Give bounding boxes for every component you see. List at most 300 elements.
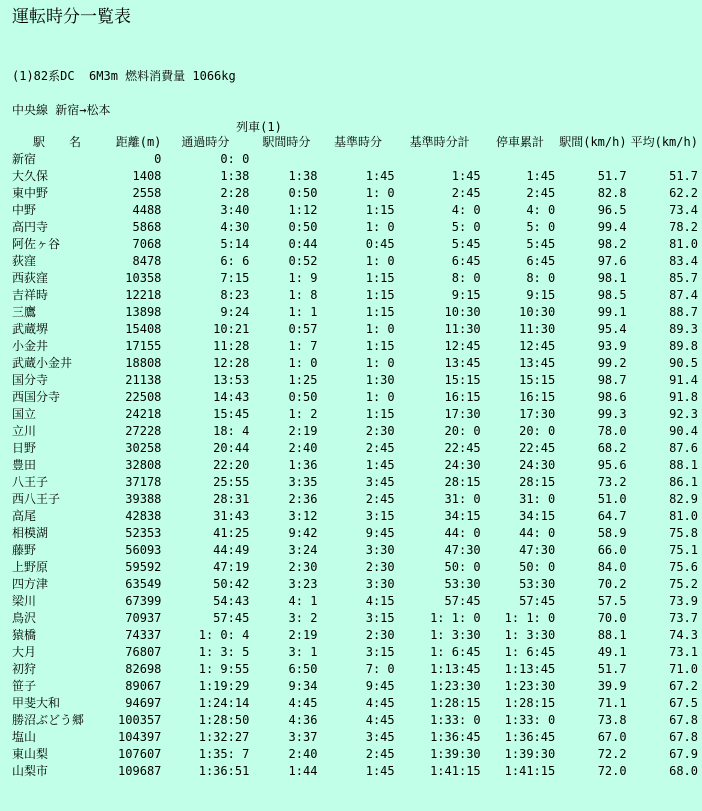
standard-total-cell: 24:30 bbox=[444, 458, 481, 472]
speed-average-cell: 87.4 bbox=[669, 288, 698, 302]
speed-average-cell: 90.4 bbox=[669, 424, 698, 438]
table-row bbox=[8, 440, 702, 457]
pass-time-cell: 41:25 bbox=[213, 526, 250, 540]
interval-time-cell: 9:42 bbox=[288, 526, 318, 540]
standard-total-cell: 5:45 bbox=[451, 237, 481, 251]
interval-time-cell: 1: 1 bbox=[288, 305, 318, 319]
speed-interval-cell: 99.2 bbox=[597, 356, 627, 370]
speed-average-cell: 73.9 bbox=[669, 594, 698, 608]
pass-time-cell: 12:28 bbox=[213, 356, 250, 370]
interval-time-cell: 0:50 bbox=[288, 186, 318, 200]
distance-cell: 56093 bbox=[125, 543, 162, 557]
stop-total-cell: 2:45 bbox=[526, 186, 556, 200]
pass-time-cell: 54:43 bbox=[213, 594, 250, 608]
speed-average-cell: 75.2 bbox=[669, 577, 698, 591]
standard-total-cell: 1:39:30 bbox=[430, 747, 481, 761]
standard-time-cell: 3:30 bbox=[365, 543, 395, 557]
stop-total-cell: 16:15 bbox=[519, 390, 556, 404]
station-name: 高尾 bbox=[12, 509, 37, 523]
speed-average-cell: 87.6 bbox=[669, 441, 698, 455]
table-row bbox=[8, 508, 702, 525]
speed-average-cell: 82.9 bbox=[669, 492, 698, 506]
table-row bbox=[8, 219, 702, 236]
standard-time-cell: 3:45 bbox=[365, 730, 395, 744]
interval-time-cell: 2:30 bbox=[288, 560, 318, 574]
standard-time-cell: 2:45 bbox=[365, 441, 395, 455]
standard-time-cell: 1:45 bbox=[365, 169, 395, 183]
stop-total-cell: 34:15 bbox=[519, 509, 556, 523]
col-station: 駅 名 bbox=[33, 135, 82, 149]
station-name: 三鷹 bbox=[12, 305, 37, 319]
station-name: 山梨市 bbox=[12, 764, 49, 778]
distance-cell: 39388 bbox=[125, 492, 162, 506]
station-name: 東中野 bbox=[12, 186, 49, 200]
speed-average-cell: 88.7 bbox=[669, 305, 698, 319]
speed-average-cell: 67.9 bbox=[669, 747, 698, 761]
distance-cell: 32808 bbox=[125, 458, 162, 472]
speed-average-cell: 71.0 bbox=[669, 662, 698, 676]
standard-time-cell: 0:45 bbox=[365, 237, 395, 251]
speed-interval-cell: 70.2 bbox=[597, 577, 627, 591]
stop-total-cell: 1:28:15 bbox=[504, 696, 556, 710]
distance-cell: 94697 bbox=[125, 696, 162, 710]
speed-interval-cell: 99.4 bbox=[597, 220, 627, 234]
standard-time-cell: 7: 0 bbox=[365, 662, 395, 676]
pass-time-cell: 5:14 bbox=[220, 237, 250, 251]
speed-interval-cell: 72.0 bbox=[597, 764, 627, 778]
speed-interval-cell: 51.0 bbox=[597, 492, 627, 506]
distance-cell: 37178 bbox=[125, 475, 162, 489]
distance-cell: 2558 bbox=[132, 186, 162, 200]
standard-time-cell: 4:45 bbox=[365, 696, 395, 710]
standard-time-cell: 9:45 bbox=[365, 679, 395, 693]
interval-time-cell: 1: 8 bbox=[288, 288, 318, 302]
stop-total-cell: 53:30 bbox=[519, 577, 556, 591]
standard-total-cell: 57:45 bbox=[444, 594, 481, 608]
speed-interval-cell: 78.0 bbox=[597, 424, 627, 438]
pass-time-cell: 22:20 bbox=[213, 458, 250, 472]
distance-cell: 13898 bbox=[125, 305, 162, 319]
distance-cell: 67399 bbox=[125, 594, 162, 608]
speed-interval-cell: 72.2 bbox=[597, 747, 627, 761]
standard-time-cell: 1: 0 bbox=[365, 220, 395, 234]
table-row bbox=[8, 678, 702, 695]
station-name: 阿佐ヶ谷 bbox=[12, 237, 61, 251]
table-row bbox=[8, 236, 702, 253]
interval-time-cell: 4: 1 bbox=[288, 594, 318, 608]
standard-time-cell: 1:15 bbox=[365, 305, 395, 319]
station-name: 梁川 bbox=[12, 594, 37, 608]
interval-time-cell: 3:37 bbox=[288, 730, 318, 744]
station-name: 西八王子 bbox=[12, 492, 61, 506]
standard-total-cell: 1:45 bbox=[451, 169, 481, 183]
interval-time-cell: 3:35 bbox=[288, 475, 318, 489]
interval-time-cell: 2:36 bbox=[288, 492, 318, 506]
interval-time-cell: 2:40 bbox=[288, 747, 318, 761]
interval-time-cell: 1: 0 bbox=[288, 356, 318, 370]
stop-total-cell: 4: 0 bbox=[526, 203, 556, 217]
station-name: 相模湖 bbox=[12, 526, 49, 540]
standard-total-cell: 47:30 bbox=[444, 543, 481, 557]
stop-total-cell: 44: 0 bbox=[519, 526, 556, 540]
station-name: 八王子 bbox=[12, 475, 49, 489]
table-row bbox=[8, 185, 702, 202]
standard-time-cell: 3:30 bbox=[365, 577, 395, 591]
table-row bbox=[8, 151, 702, 168]
standard-total-cell: 15:15 bbox=[444, 373, 481, 387]
stop-total-cell: 1:45 bbox=[526, 169, 556, 183]
standard-total-cell: 16:15 bbox=[444, 390, 481, 404]
speed-average-cell: 67.5 bbox=[669, 696, 698, 710]
distance-cell: 1408 bbox=[132, 169, 162, 183]
stop-total-cell: 47:30 bbox=[519, 543, 556, 557]
distance-cell: 24218 bbox=[125, 407, 162, 421]
station-name: 上野原 bbox=[12, 560, 49, 574]
speed-average-cell: 75.6 bbox=[669, 560, 698, 574]
table-row bbox=[8, 542, 702, 559]
pass-time-cell: 31:43 bbox=[213, 509, 250, 523]
standard-total-cell: 6:45 bbox=[451, 254, 481, 268]
standard-time-cell: 2:45 bbox=[365, 492, 395, 506]
speed-average-cell: 83.4 bbox=[669, 254, 698, 268]
pass-time-cell: 10:21 bbox=[213, 322, 250, 336]
distance-cell: 100357 bbox=[118, 713, 162, 727]
col-speed-interval: 駅間(km/h) bbox=[559, 135, 627, 149]
table-row bbox=[8, 661, 702, 678]
interval-time-cell: 2:40 bbox=[288, 441, 318, 455]
standard-total-cell: 53:30 bbox=[444, 577, 481, 591]
stop-total-cell: 1:33: 0 bbox=[504, 713, 556, 727]
speed-average-cell: 85.7 bbox=[669, 271, 698, 285]
speed-interval-cell: 98.1 bbox=[597, 271, 627, 285]
col-interval-time: 駅間時分 bbox=[262, 135, 311, 149]
table-row bbox=[8, 287, 702, 304]
speed-interval-cell: 95.6 bbox=[597, 458, 627, 472]
speed-interval-cell: 71.1 bbox=[597, 696, 627, 710]
table-row bbox=[8, 321, 702, 338]
standard-total-cell: 17:30 bbox=[444, 407, 481, 421]
speed-interval-cell: 98.7 bbox=[597, 373, 627, 387]
standard-total-cell: 1:41:15 bbox=[430, 764, 481, 778]
standard-time-cell: 2:30 bbox=[365, 628, 395, 642]
col-speed-average: 平均(km/h) bbox=[630, 135, 698, 149]
station-name: 初狩 bbox=[12, 662, 37, 676]
interval-time-cell: 1:44 bbox=[288, 764, 318, 778]
speed-average-cell: 92.3 bbox=[669, 407, 698, 421]
route-label: 中央線 新宿→松本 bbox=[12, 103, 111, 117]
stop-total-cell: 1: 6:45 bbox=[504, 645, 556, 659]
speed-interval-cell: 73.2 bbox=[597, 475, 627, 489]
standard-time-cell: 1:15 bbox=[365, 288, 395, 302]
pass-time-cell: 4:30 bbox=[220, 220, 250, 234]
standard-total-cell: 4: 0 bbox=[451, 203, 481, 217]
speed-interval-cell: 93.9 bbox=[597, 339, 627, 353]
table-row bbox=[8, 372, 702, 389]
interval-time-cell: 0:52 bbox=[288, 254, 318, 268]
pass-time-cell: 1: 3: 5 bbox=[198, 645, 250, 659]
stop-total-cell: 1:39:30 bbox=[504, 747, 556, 761]
page-title: 運転時分一覧表 bbox=[12, 7, 131, 27]
pass-time-cell: 1:24:14 bbox=[198, 696, 250, 710]
station-name: 西荻窪 bbox=[12, 271, 49, 285]
pass-time-cell: 1:36:51 bbox=[198, 764, 250, 778]
station-name: 大久保 bbox=[12, 169, 49, 183]
table-row bbox=[8, 202, 702, 219]
stop-total-cell: 9:15 bbox=[526, 288, 556, 302]
pass-time-cell: 6: 6 bbox=[220, 254, 250, 268]
speed-interval-cell: 99.3 bbox=[597, 407, 627, 421]
table-row bbox=[8, 763, 702, 780]
interval-time-cell: 3: 2 bbox=[288, 611, 318, 625]
speed-average-cell: 90.5 bbox=[669, 356, 698, 370]
station-name: 四方津 bbox=[12, 577, 49, 591]
standard-total-cell bbox=[399, 151, 485, 168]
speed-average-cell: 62.2 bbox=[669, 186, 698, 200]
speed-interval-cell: 73.8 bbox=[597, 713, 627, 727]
standard-total-cell: 1:36:45 bbox=[430, 730, 481, 744]
speed-average-cell: 91.8 bbox=[669, 390, 698, 404]
station-name: 小金井 bbox=[12, 339, 49, 353]
stop-total-cell: 1:23:30 bbox=[504, 679, 556, 693]
station-name: 立川 bbox=[12, 424, 37, 438]
standard-total-cell: 2:45 bbox=[451, 186, 481, 200]
speed-average-cell: 88.1 bbox=[669, 458, 698, 472]
interval-time-cell: 3:12 bbox=[288, 509, 318, 523]
table-row bbox=[8, 627, 702, 644]
standard-total-cell: 11:30 bbox=[444, 322, 481, 336]
speed-average-cell: 73.7 bbox=[669, 611, 698, 625]
table-row bbox=[8, 712, 702, 729]
distance-cell: 63549 bbox=[125, 577, 162, 591]
station-name: 国立 bbox=[12, 407, 37, 421]
speed-average-cell: 86.1 bbox=[669, 475, 698, 489]
speed-interval-cell: 70.0 bbox=[597, 611, 627, 625]
speed-interval-cell: 66.0 bbox=[597, 543, 627, 557]
interval-time-cell: 3:24 bbox=[288, 543, 318, 557]
station-name: 猿橋 bbox=[12, 628, 37, 642]
stop-total-cell: 11:30 bbox=[519, 322, 556, 336]
stop-total-cell bbox=[485, 151, 560, 168]
station-name: 大月 bbox=[12, 645, 37, 659]
distance-cell: 8478 bbox=[132, 254, 162, 268]
interval-time-cell: 0:50 bbox=[288, 390, 318, 404]
distance-cell: 22508 bbox=[125, 390, 162, 404]
distance-cell: 0 bbox=[154, 152, 162, 166]
standard-total-cell: 1: 3:30 bbox=[430, 628, 481, 642]
standard-total-cell: 1:28:15 bbox=[430, 696, 481, 710]
table-row bbox=[8, 525, 702, 542]
standard-total-cell: 12:45 bbox=[444, 339, 481, 353]
stop-total-cell: 10:30 bbox=[519, 305, 556, 319]
speed-interval-cell: 67.0 bbox=[597, 730, 627, 744]
col-stop-total: 停車累計 bbox=[495, 135, 544, 149]
standard-total-cell: 1: 6:45 bbox=[430, 645, 481, 659]
distance-cell: 52353 bbox=[125, 526, 162, 540]
interval-time-cell: 3:23 bbox=[288, 577, 318, 591]
speed-interval-cell: 82.8 bbox=[597, 186, 627, 200]
standard-time-cell: 9:45 bbox=[365, 526, 395, 540]
table-row bbox=[8, 559, 702, 576]
pass-time-cell: 1:38 bbox=[220, 169, 250, 183]
station-name: 豊田 bbox=[12, 458, 37, 472]
stop-total-cell: 22:45 bbox=[519, 441, 556, 455]
interval-time-cell: 1: 9 bbox=[288, 271, 318, 285]
speed-average-cell: 75.8 bbox=[669, 526, 698, 540]
pass-time-cell: 50:42 bbox=[213, 577, 250, 591]
distance-cell: 10358 bbox=[125, 271, 162, 285]
standard-total-cell: 44: 0 bbox=[444, 526, 481, 540]
pass-time-cell: 1:35: 7 bbox=[198, 747, 250, 761]
interval-time-cell: 6:50 bbox=[288, 662, 318, 676]
standard-total-cell: 13:45 bbox=[444, 356, 481, 370]
standard-total-cell: 1: 1: 0 bbox=[430, 611, 481, 625]
standard-time-cell: 1:15 bbox=[365, 271, 395, 285]
table-row bbox=[8, 576, 702, 593]
stop-total-cell: 5:45 bbox=[526, 237, 556, 251]
stop-total-cell: 6:45 bbox=[526, 254, 556, 268]
standard-total-cell: 1:23:30 bbox=[430, 679, 481, 693]
standard-time-cell: 3:15 bbox=[365, 611, 395, 625]
table-row bbox=[8, 457, 702, 474]
distance-cell: 12218 bbox=[125, 288, 162, 302]
distance-cell: 104397 bbox=[118, 730, 162, 744]
standard-time-cell: 3:15 bbox=[365, 509, 395, 523]
speed-average-cell: 78.2 bbox=[669, 220, 698, 234]
station-name: 荻窪 bbox=[12, 254, 37, 268]
speed-interval-cell: 68.2 bbox=[597, 441, 627, 455]
standard-time-cell: 1: 0 bbox=[365, 254, 395, 268]
speed-average-cell: 81.0 bbox=[669, 509, 698, 523]
pass-time-cell: 1: 9:55 bbox=[198, 662, 250, 676]
distance-cell: 74337 bbox=[125, 628, 162, 642]
standard-time-cell: 4:15 bbox=[365, 594, 395, 608]
table-row bbox=[8, 355, 702, 372]
standard-time-cell: 3:15 bbox=[365, 645, 395, 659]
pass-time-cell: 1:19:29 bbox=[198, 679, 250, 693]
standard-total-cell: 1:13:45 bbox=[430, 662, 481, 676]
table-row bbox=[8, 695, 702, 712]
col-standard-time: 基準時分 bbox=[334, 135, 383, 149]
distance-cell: 59592 bbox=[125, 560, 162, 574]
speed-average-cell: 91.4 bbox=[669, 373, 698, 387]
station-name: 西国分寺 bbox=[12, 390, 61, 404]
table-row bbox=[8, 304, 702, 321]
distance-cell: 70937 bbox=[125, 611, 162, 625]
speed-interval-cell: 98.2 bbox=[597, 237, 627, 251]
speed-interval-cell: 64.7 bbox=[597, 509, 627, 523]
standard-time-cell: 1:45 bbox=[365, 458, 395, 472]
station-name: 鳥沢 bbox=[12, 611, 37, 625]
stop-total-cell: 1: 1: 0 bbox=[504, 611, 556, 625]
stop-total-cell: 13:45 bbox=[519, 356, 556, 370]
speed-average-cell: 51.7 bbox=[669, 169, 698, 183]
standard-time-cell: 1: 0 bbox=[365, 322, 395, 336]
stop-total-cell: 20: 0 bbox=[519, 424, 556, 438]
stop-total-cell: 1: 3:30 bbox=[504, 628, 556, 642]
speed-interval-cell: 58.9 bbox=[597, 526, 627, 540]
speed-interval-cell: 84.0 bbox=[597, 560, 627, 574]
standard-total-cell: 28:15 bbox=[444, 475, 481, 489]
stop-total-cell: 5: 0 bbox=[526, 220, 556, 234]
speed-interval-cell bbox=[559, 151, 630, 168]
stop-total-cell: 57:45 bbox=[519, 594, 556, 608]
stop-total-cell: 8: 0 bbox=[526, 271, 556, 285]
pass-time-cell: 1:32:27 bbox=[198, 730, 250, 744]
station-name: 東山梨 bbox=[12, 747, 49, 761]
interval-time-cell: 1: 7 bbox=[288, 339, 318, 353]
speed-interval-cell: 88.1 bbox=[597, 628, 627, 642]
distance-cell: 7068 bbox=[132, 237, 162, 251]
standard-total-cell: 34:15 bbox=[444, 509, 481, 523]
interval-time-cell: 0:57 bbox=[288, 322, 318, 336]
interval-time-cell: 9:34 bbox=[288, 679, 318, 693]
standard-time-cell: 2:30 bbox=[365, 560, 395, 574]
standard-time-cell: 1:15 bbox=[365, 407, 395, 421]
stop-total-cell: 28:15 bbox=[519, 475, 556, 489]
speed-average-cell: 75.1 bbox=[669, 543, 698, 557]
station-name: 国分寺 bbox=[12, 373, 49, 387]
standard-total-cell: 10:30 bbox=[444, 305, 481, 319]
standard-total-cell: 9:15 bbox=[451, 288, 481, 302]
speed-average-cell: 74.3 bbox=[669, 628, 698, 642]
table-row bbox=[8, 610, 702, 627]
speed-average-cell: 67.8 bbox=[669, 713, 698, 727]
speed-interval-cell: 99.1 bbox=[597, 305, 627, 319]
standard-time-cell: 1:15 bbox=[365, 339, 395, 353]
standard-total-cell: 50: 0 bbox=[444, 560, 481, 574]
distance-cell: 21138 bbox=[125, 373, 162, 387]
table-row bbox=[8, 270, 702, 287]
speed-average-cell: 89.3 bbox=[669, 322, 698, 336]
speed-average-cell: 73.4 bbox=[669, 203, 698, 217]
interval-time-cell: 1:38 bbox=[288, 169, 318, 183]
distance-cell: 17155 bbox=[125, 339, 162, 353]
interval-time-cell: 0:44 bbox=[288, 237, 318, 251]
stop-total-cell: 17:30 bbox=[519, 407, 556, 421]
standard-total-cell: 8: 0 bbox=[451, 271, 481, 285]
table-row bbox=[8, 338, 702, 355]
table-row bbox=[8, 491, 702, 508]
interval-time-cell: 3: 1 bbox=[288, 645, 318, 659]
pass-time-cell: 3:40 bbox=[220, 203, 250, 217]
distance-cell: 18808 bbox=[125, 356, 162, 370]
distance-cell: 5868 bbox=[132, 220, 162, 234]
col-pass-time: 通過時分 bbox=[181, 135, 230, 149]
speed-interval-cell: 49.1 bbox=[597, 645, 627, 659]
timetable bbox=[8, 134, 702, 780]
speed-average-cell: 67.8 bbox=[669, 730, 698, 744]
table-row bbox=[8, 729, 702, 746]
speed-interval-cell: 98.5 bbox=[597, 288, 627, 302]
station-name: 藤野 bbox=[12, 543, 37, 557]
speed-interval-cell: 57.5 bbox=[597, 594, 627, 608]
train-spec: (1)82系DC 6M3m 燃料消費量 1066kg bbox=[12, 69, 236, 83]
pass-time-cell: 44:49 bbox=[213, 543, 250, 557]
standard-total-cell: 5: 0 bbox=[451, 220, 481, 234]
station-name: 武蔵小金井 bbox=[12, 356, 73, 370]
pass-time-cell: 13:53 bbox=[213, 373, 250, 387]
interval-time-cell: 1:12 bbox=[288, 203, 318, 217]
standard-time-cell bbox=[321, 151, 398, 168]
distance-cell: 30258 bbox=[125, 441, 162, 455]
pass-time-cell: 9:24 bbox=[220, 305, 250, 319]
stop-total-cell: 50: 0 bbox=[519, 560, 556, 574]
stop-total-cell: 24:30 bbox=[519, 458, 556, 472]
timetable-header bbox=[8, 134, 702, 151]
pass-time-cell: 0: 0 bbox=[220, 152, 250, 166]
speed-average-cell: 67.2 bbox=[669, 679, 698, 693]
standard-time-cell: 1:45 bbox=[365, 764, 395, 778]
